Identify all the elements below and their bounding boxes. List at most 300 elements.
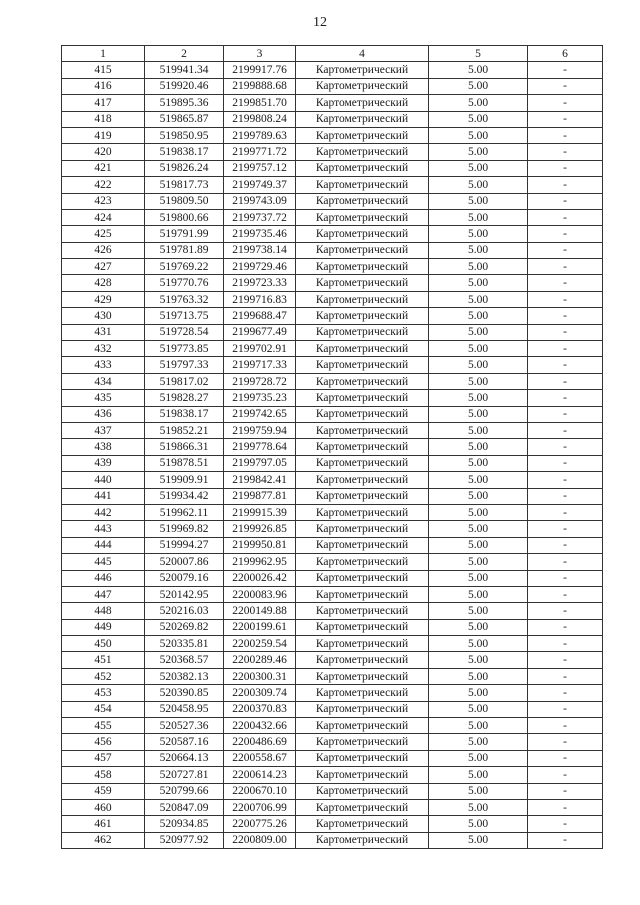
- table-cell: 5.00: [429, 259, 528, 275]
- table-cell: 2200558.67: [224, 750, 296, 766]
- table-cell: 519791.99: [145, 226, 224, 242]
- table-cell: 519962.11: [145, 504, 224, 520]
- table-row: [62, 291, 603, 307]
- table-cell: 453: [62, 685, 145, 701]
- table-cell: -: [528, 373, 603, 389]
- table-cell: Картометрический: [296, 554, 429, 570]
- table-cell: Картометрический: [296, 799, 429, 815]
- table-cell: 520847.09: [145, 799, 224, 815]
- page-number: 12: [313, 15, 327, 30]
- table-row: [62, 226, 603, 242]
- table-cell: -: [528, 127, 603, 143]
- column-header: 4: [296, 46, 429, 62]
- table-cell: 2199716.83: [224, 291, 296, 307]
- table-cell: 5.00: [429, 209, 528, 225]
- table-cell: 520216.03: [145, 603, 224, 619]
- table-row: [62, 816, 603, 832]
- table-cell: Картометрический: [296, 619, 429, 635]
- table-cell: 459: [62, 783, 145, 799]
- table-row: [62, 767, 603, 783]
- table-row: [62, 521, 603, 537]
- table-row: [62, 619, 603, 635]
- table-cell: Картометрический: [296, 308, 429, 324]
- table-row: [62, 78, 603, 94]
- table-cell: -: [528, 357, 603, 373]
- table-cell: -: [528, 652, 603, 668]
- table-cell: 423: [62, 193, 145, 209]
- table-cell: 520368.57: [145, 652, 224, 668]
- table-cell: 2200775.26: [224, 816, 296, 832]
- table-cell: 519850.95: [145, 127, 224, 143]
- table-cell: Картометрический: [296, 193, 429, 209]
- table-cell: 519941.34: [145, 62, 224, 78]
- table-row: [62, 160, 603, 176]
- table-cell: 5.00: [429, 127, 528, 143]
- table-cell: 458: [62, 767, 145, 783]
- table-cell: 519866.31: [145, 439, 224, 455]
- table-cell: 2199950.81: [224, 537, 296, 553]
- table-cell: 519797.33: [145, 357, 224, 373]
- table-cell: 5.00: [429, 177, 528, 193]
- table-cell: 2200259.54: [224, 636, 296, 652]
- table-cell: 5.00: [429, 390, 528, 406]
- table-cell: 5.00: [429, 160, 528, 176]
- table-cell: Картометрический: [296, 95, 429, 111]
- table-cell: -: [528, 209, 603, 225]
- table-cell: 519770.76: [145, 275, 224, 291]
- table-cell: 428: [62, 275, 145, 291]
- table-cell: Картометрический: [296, 652, 429, 668]
- table-cell: Картометрический: [296, 144, 429, 160]
- table-row: [62, 144, 603, 160]
- table-cell: 418: [62, 111, 145, 127]
- table-cell: Картометрический: [296, 226, 429, 242]
- table-row: [62, 422, 603, 438]
- table-cell: 448: [62, 603, 145, 619]
- table-row: [62, 357, 603, 373]
- table-cell: 5.00: [429, 537, 528, 553]
- table-cell: 519769.22: [145, 259, 224, 275]
- table-cell: Картометрический: [296, 767, 429, 783]
- table-cell: 5.00: [429, 324, 528, 340]
- table-cell: Картометрический: [296, 439, 429, 455]
- table-cell: 2200706.99: [224, 799, 296, 815]
- table-cell: 5.00: [429, 652, 528, 668]
- table-cell: 2199728.72: [224, 373, 296, 389]
- table-row: [62, 259, 603, 275]
- table-cell: 5.00: [429, 570, 528, 586]
- table-cell: -: [528, 390, 603, 406]
- table-cell: Картометрический: [296, 390, 429, 406]
- table-cell: Картометрический: [296, 341, 429, 357]
- table-cell: 5.00: [429, 783, 528, 799]
- table-cell: 5.00: [429, 701, 528, 717]
- table-cell: -: [528, 422, 603, 438]
- table-cell: 5.00: [429, 341, 528, 357]
- table-row: [62, 275, 603, 291]
- table-cell: 462: [62, 832, 145, 848]
- table-cell: 5.00: [429, 422, 528, 438]
- table-cell: -: [528, 111, 603, 127]
- table-cell: Картометрический: [296, 373, 429, 389]
- table-cell: 5.00: [429, 111, 528, 127]
- table-cell: 421: [62, 160, 145, 176]
- table-cell: Картометрический: [296, 832, 429, 848]
- table-cell: Картометрический: [296, 636, 429, 652]
- table-cell: 416: [62, 78, 145, 94]
- table-cell: 2200309.74: [224, 685, 296, 701]
- table-cell: -: [528, 619, 603, 635]
- table-cell: 435: [62, 390, 145, 406]
- table-cell: 2199926.85: [224, 521, 296, 537]
- table-cell: 440: [62, 472, 145, 488]
- table-cell: -: [528, 636, 603, 652]
- table-cell: -: [528, 78, 603, 94]
- table-cell: 420: [62, 144, 145, 160]
- table-cell: 2199717.33: [224, 357, 296, 373]
- table-cell: 5.00: [429, 816, 528, 832]
- table-cell: 5.00: [429, 488, 528, 504]
- table-cell: 2199702.91: [224, 341, 296, 357]
- table-cell: -: [528, 341, 603, 357]
- table-cell: 2199735.46: [224, 226, 296, 242]
- table-row: [62, 95, 603, 111]
- table-cell: 433: [62, 357, 145, 373]
- table-cell: 5.00: [429, 750, 528, 766]
- table-row: [62, 537, 603, 553]
- table-cell: -: [528, 308, 603, 324]
- table-cell: 2199749.37: [224, 177, 296, 193]
- table-cell: Картометрический: [296, 259, 429, 275]
- table-cell: 519895.36: [145, 95, 224, 111]
- table-row: [62, 652, 603, 668]
- table-cell: 5.00: [429, 734, 528, 750]
- table-cell: 5.00: [429, 636, 528, 652]
- table-cell: 5.00: [429, 406, 528, 422]
- table-row: [62, 750, 603, 766]
- table-cell: 450: [62, 636, 145, 652]
- table-cell: -: [528, 62, 603, 78]
- table-cell: Картометрический: [296, 177, 429, 193]
- table-row: [62, 799, 603, 815]
- table-cell: Картометрический: [296, 685, 429, 701]
- table-cell: 2199759.94: [224, 422, 296, 438]
- table-cell: -: [528, 816, 603, 832]
- table-row: [62, 504, 603, 520]
- table-cell: 520458.95: [145, 701, 224, 717]
- table-cell: 519852.21: [145, 422, 224, 438]
- table-cell: -: [528, 767, 603, 783]
- table-cell: -: [528, 537, 603, 553]
- table-cell: 5.00: [429, 357, 528, 373]
- table-row: [62, 472, 603, 488]
- table-cell: Картометрический: [296, 701, 429, 717]
- table-cell: -: [528, 406, 603, 422]
- table-cell: 5.00: [429, 291, 528, 307]
- table-row: [62, 570, 603, 586]
- table-cell: 5.00: [429, 193, 528, 209]
- table-row: [62, 308, 603, 324]
- table-cell: -: [528, 95, 603, 111]
- table-cell: 520269.82: [145, 619, 224, 635]
- table-cell: Картометрический: [296, 570, 429, 586]
- table-cell: 2199888.68: [224, 78, 296, 94]
- table-cell: Картометрический: [296, 324, 429, 340]
- table-cell: 2200149.88: [224, 603, 296, 619]
- table-cell: 2199808.24: [224, 111, 296, 127]
- table-cell: 2200486.69: [224, 734, 296, 750]
- table-cell: 5.00: [429, 275, 528, 291]
- table-cell: 519838.17: [145, 144, 224, 160]
- table-row: [62, 718, 603, 734]
- table-cell: -: [528, 160, 603, 176]
- table-cell: 2200083.96: [224, 586, 296, 602]
- table-cell: 519763.32: [145, 291, 224, 307]
- table-cell: 519773.85: [145, 341, 224, 357]
- table-cell: Картометрический: [296, 668, 429, 684]
- table-cell: -: [528, 472, 603, 488]
- table-cell: Картометрический: [296, 734, 429, 750]
- table-cell: -: [528, 144, 603, 160]
- table-cell: -: [528, 439, 603, 455]
- table-cell: Картометрический: [296, 750, 429, 766]
- table-row: [62, 439, 603, 455]
- table-cell: 442: [62, 504, 145, 520]
- table-cell: Картометрический: [296, 422, 429, 438]
- table-cell: 519838.17: [145, 406, 224, 422]
- table-row: [62, 111, 603, 127]
- table-cell: 426: [62, 242, 145, 258]
- table-cell: 519994.27: [145, 537, 224, 553]
- column-header: 2: [145, 46, 224, 62]
- table-cell: 5.00: [429, 521, 528, 537]
- table-cell: 417: [62, 95, 145, 111]
- table-cell: 455: [62, 718, 145, 734]
- table-row: [62, 406, 603, 422]
- table-cell: Картометрический: [296, 291, 429, 307]
- table-cell: Картометрический: [296, 537, 429, 553]
- table-cell: 425: [62, 226, 145, 242]
- table-cell: 520587.16: [145, 734, 224, 750]
- table-cell: 519781.89: [145, 242, 224, 258]
- table-cell: 454: [62, 701, 145, 717]
- table-cell: 520664.13: [145, 750, 224, 766]
- table-cell: 2200289.46: [224, 652, 296, 668]
- table-cell: 5.00: [429, 767, 528, 783]
- table-cell: -: [528, 521, 603, 537]
- table-cell: -: [528, 685, 603, 701]
- table-cell: 449: [62, 619, 145, 635]
- column-header: 1: [62, 46, 145, 62]
- table-cell: -: [528, 554, 603, 570]
- table-cell: -: [528, 701, 603, 717]
- table-cell: 5.00: [429, 603, 528, 619]
- table-cell: 520079.16: [145, 570, 224, 586]
- table-cell: -: [528, 603, 603, 619]
- table-row: [62, 636, 603, 652]
- table-cell: 5.00: [429, 226, 528, 242]
- table-cell: Картометрический: [296, 209, 429, 225]
- table-cell: Картометрический: [296, 275, 429, 291]
- table-row: [62, 701, 603, 717]
- table-cell: 2199738.14: [224, 242, 296, 258]
- coordinates-table: [61, 45, 603, 849]
- table-cell: Картометрический: [296, 586, 429, 602]
- table-cell: -: [528, 783, 603, 799]
- table-row: [62, 586, 603, 602]
- table-cell: 519817.02: [145, 373, 224, 389]
- table-cell: -: [528, 226, 603, 242]
- table-cell: 443: [62, 521, 145, 537]
- table-cell: 441: [62, 488, 145, 504]
- table-cell: 5.00: [429, 472, 528, 488]
- table-row: [62, 127, 603, 143]
- table-cell: 519828.27: [145, 390, 224, 406]
- table-cell: Картометрический: [296, 62, 429, 78]
- table-row: [62, 177, 603, 193]
- table-cell: 422: [62, 177, 145, 193]
- table-cell: 444: [62, 537, 145, 553]
- table-cell: 5.00: [429, 832, 528, 848]
- table-row: [62, 455, 603, 471]
- table-row: [62, 488, 603, 504]
- table-cell: 2199877.81: [224, 488, 296, 504]
- table-cell: 2199962.95: [224, 554, 296, 570]
- table-cell: -: [528, 177, 603, 193]
- column-header: 3: [224, 46, 296, 62]
- table-cell: 5.00: [429, 619, 528, 635]
- table-cell: Картометрический: [296, 357, 429, 373]
- table-cell: 2200370.83: [224, 701, 296, 717]
- table-cell: 519728.54: [145, 324, 224, 340]
- table-cell: 2200199.61: [224, 619, 296, 635]
- table-cell: 2199917.76: [224, 62, 296, 78]
- table-cell: -: [528, 291, 603, 307]
- table-cell: -: [528, 734, 603, 750]
- table-cell: 5.00: [429, 78, 528, 94]
- table-cell: Картометрический: [296, 242, 429, 258]
- table-cell: 5.00: [429, 504, 528, 520]
- table-cell: 429: [62, 291, 145, 307]
- table-cell: Картометрический: [296, 718, 429, 734]
- table-cell: Картометрический: [296, 504, 429, 520]
- table-cell: -: [528, 324, 603, 340]
- table-cell: -: [528, 242, 603, 258]
- table-cell: 2199757.12: [224, 160, 296, 176]
- table-cell: 519934.42: [145, 488, 224, 504]
- table-cell: -: [528, 275, 603, 291]
- table-cell: 519969.82: [145, 521, 224, 537]
- table-row: [62, 242, 603, 258]
- table-cell: 2200432.66: [224, 718, 296, 734]
- table-cell: 2200026.42: [224, 570, 296, 586]
- table-cell: Картометрический: [296, 406, 429, 422]
- table-cell: 5.00: [429, 799, 528, 815]
- table-cell: Картометрический: [296, 521, 429, 537]
- table-cell: 2199737.72: [224, 209, 296, 225]
- table-row: [62, 390, 603, 406]
- table-cell: Картометрический: [296, 455, 429, 471]
- table-cell: 519909.91: [145, 472, 224, 488]
- table-cell: 5.00: [429, 718, 528, 734]
- table-cell: 2199723.33: [224, 275, 296, 291]
- table-cell: 452: [62, 668, 145, 684]
- table-cell: Картометрический: [296, 488, 429, 504]
- table-cell: Картометрический: [296, 160, 429, 176]
- table-cell: 2199778.64: [224, 439, 296, 455]
- table-cell: 5.00: [429, 62, 528, 78]
- table-cell: 2200809.00: [224, 832, 296, 848]
- table-cell: 5.00: [429, 373, 528, 389]
- table-cell: 519826.24: [145, 160, 224, 176]
- table-body: [62, 62, 603, 849]
- table-cell: -: [528, 586, 603, 602]
- table-cell: -: [528, 668, 603, 684]
- table-cell: 2199735.23: [224, 390, 296, 406]
- table-cell: 445: [62, 554, 145, 570]
- table-row: [62, 324, 603, 340]
- table-cell: 451: [62, 652, 145, 668]
- table-row: [62, 373, 603, 389]
- table-cell: 456: [62, 734, 145, 750]
- table-cell: 520727.81: [145, 767, 224, 783]
- table-cell: 2199677.49: [224, 324, 296, 340]
- table-cell: Картометрический: [296, 78, 429, 94]
- table-cell: 419: [62, 127, 145, 143]
- table-cell: 2200614.23: [224, 767, 296, 783]
- table-cell: -: [528, 799, 603, 815]
- table-cell: 5.00: [429, 144, 528, 160]
- table-cell: 519817.73: [145, 177, 224, 193]
- table-cell: 437: [62, 422, 145, 438]
- table-row: [62, 685, 603, 701]
- table-cell: -: [528, 718, 603, 734]
- table-cell: 2199742.65: [224, 406, 296, 422]
- table-header-row: [62, 46, 603, 62]
- table-cell: 436: [62, 406, 145, 422]
- table-cell: 520390.85: [145, 685, 224, 701]
- table-cell: 430: [62, 308, 145, 324]
- table-row: [62, 668, 603, 684]
- table-cell: -: [528, 750, 603, 766]
- table-row: [62, 832, 603, 848]
- table-cell: 520007.86: [145, 554, 224, 570]
- table-cell: 5.00: [429, 455, 528, 471]
- table-cell: -: [528, 504, 603, 520]
- table-cell: 432: [62, 341, 145, 357]
- table-cell: 5.00: [429, 242, 528, 258]
- table-cell: -: [528, 570, 603, 586]
- table-row: [62, 193, 603, 209]
- table-row: [62, 341, 603, 357]
- table-cell: 5.00: [429, 308, 528, 324]
- table-cell: 2199743.09: [224, 193, 296, 209]
- table-cell: 519800.66: [145, 209, 224, 225]
- table-cell: 5.00: [429, 668, 528, 684]
- column-header: 5: [429, 46, 528, 62]
- table-cell: Картометрический: [296, 127, 429, 143]
- table-cell: 424: [62, 209, 145, 225]
- table-cell: 431: [62, 324, 145, 340]
- table-cell: 434: [62, 373, 145, 389]
- table-cell: 520527.36: [145, 718, 224, 734]
- table-cell: 519878.51: [145, 455, 224, 471]
- table-cell: 2199688.47: [224, 308, 296, 324]
- table-cell: 2199915.39: [224, 504, 296, 520]
- table-cell: 519865.87: [145, 111, 224, 127]
- table-cell: -: [528, 832, 603, 848]
- table-cell: 446: [62, 570, 145, 586]
